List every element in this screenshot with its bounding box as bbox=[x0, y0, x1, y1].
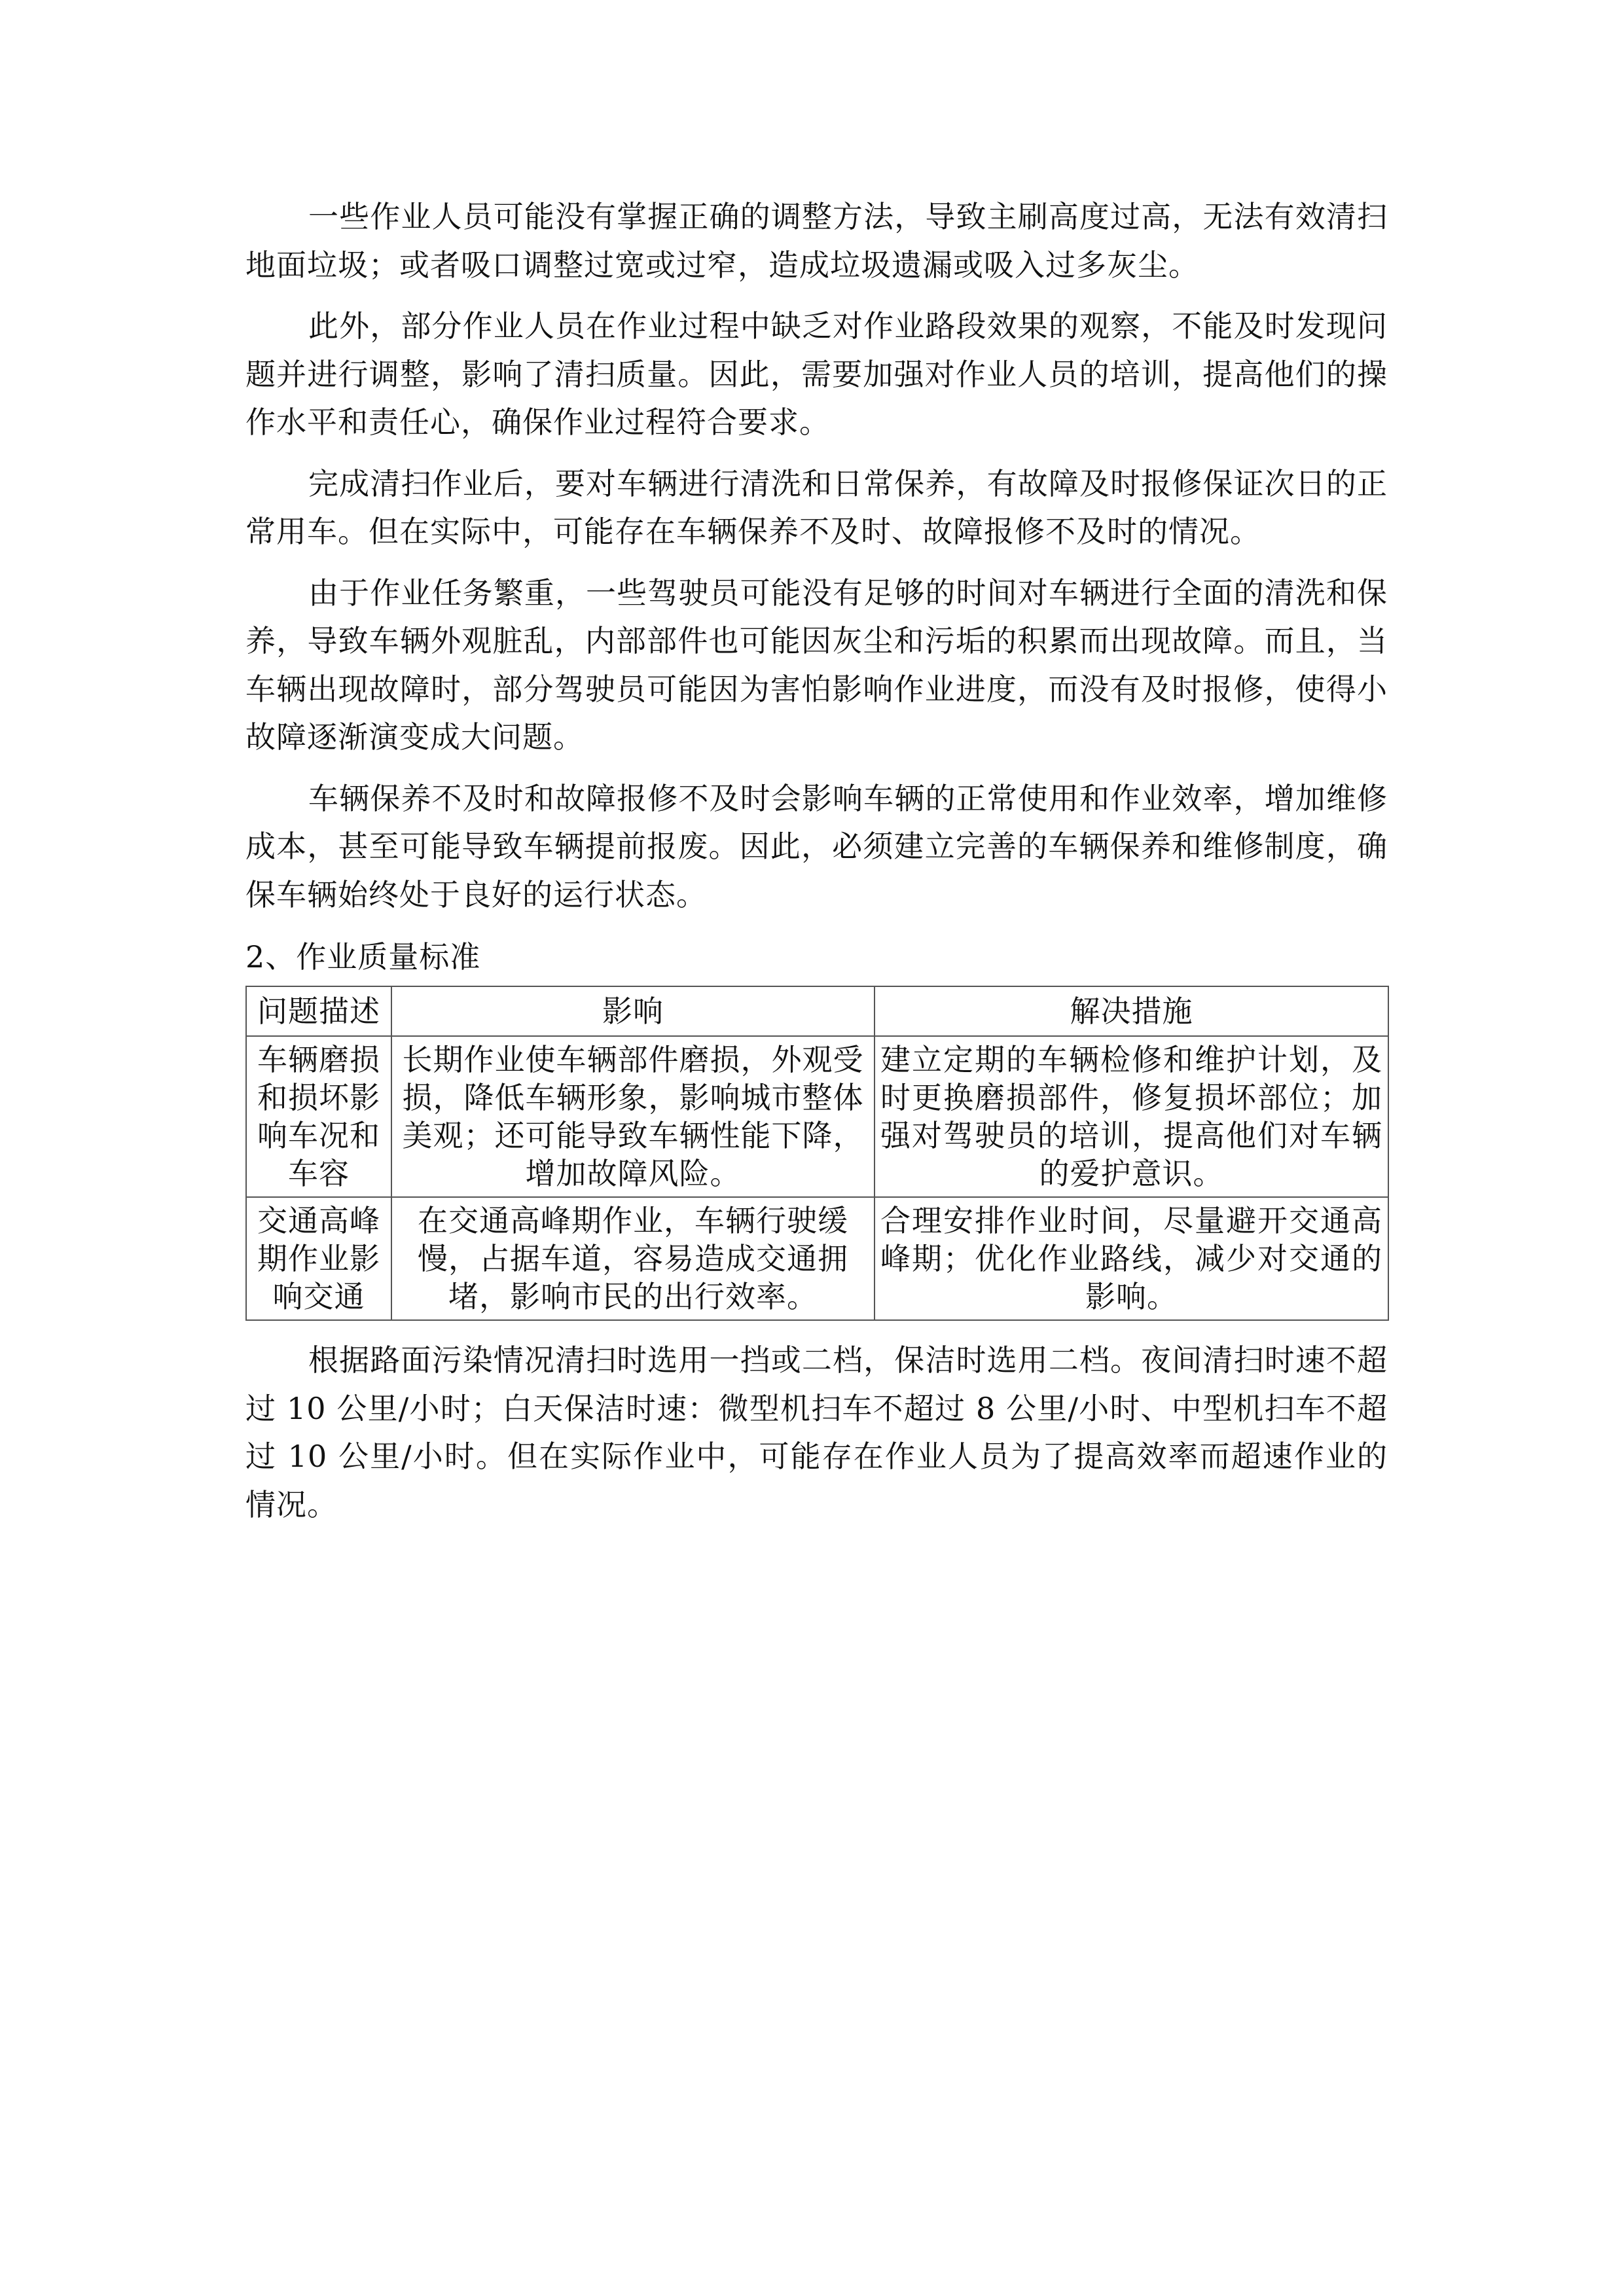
paragraph: 一些作业人员可能没有掌握正确的调整方法，导致主刷高度过高，无法有效清扫地面垃圾；或者吸口调整过宽或过窄，造成垃圾遗漏或吸入过多灰尘。 bbox=[245, 199, 1388, 283]
quality-standard-table bbox=[245, 986, 1389, 1321]
header-problem: 问题描述 bbox=[246, 986, 391, 1036]
header-impact: 影响 bbox=[391, 986, 875, 1036]
table-row bbox=[246, 1036, 1388, 1197]
cell-problem: 交通高峰期作业影响交通 bbox=[246, 1197, 391, 1320]
paragraph: 完成清扫作业后，要对车辆进行清洗和日常保养，有故障及时报修保证次日的正常用车。但在实际中，可能存在车辆保养不及时、故障报修不及时的情况。 bbox=[245, 465, 1388, 549]
cell-solution: 建立定期的车辆检修和维护计划，及时更换磨损部件，修复损坏部位；加强对驾驶员的培训，提高他们对车辆的爱护意识。 bbox=[875, 1036, 1388, 1197]
table-header-row bbox=[246, 986, 1388, 1036]
header-solution: 解决措施 bbox=[875, 986, 1388, 1036]
paragraph: 根据路面污染情况清扫时选用一挡或二档，保洁时选用二档。夜间清扫时速不超过 10 公里/小时；白天保洁时速：微型机扫车不超过 8 公里/小时、中型机扫车不超过 10 公里/小时。但在实际作业中，可能存在作业人员为了提高效率而超速作业的情况。 bbox=[245, 1342, 1388, 1522]
cell-impact: 在交通高峰期作业，车辆行驶缓慢，占据车道，容易造成交通拥堵，影响市民的出行效率。 bbox=[391, 1197, 875, 1320]
section-heading: 2、作业质量标准 bbox=[245, 939, 481, 975]
cell-solution: 合理安排作业时间，尽量避开交通高峰期；优化作业路线，减少对交通的影响。 bbox=[875, 1197, 1388, 1320]
paragraph: 车辆保养不及时和故障报修不及时会影响车辆的正常使用和作业效率，增加维修成本，甚至可能导致车辆提前报废。因此，必须建立完善的车辆保养和维修制度，确保车辆始终处于良好的运行状态。 bbox=[245, 780, 1388, 912]
cell-problem: 车辆磨损和损坏影响车况和车容 bbox=[246, 1036, 391, 1197]
table-row bbox=[246, 1197, 1388, 1320]
paragraph: 此外，部分作业人员在作业过程中缺乏对作业路段效果的观察，不能及时发现问题并进行调整，影响了清扫质量。因此，需要加强对作业人员的培训，提高他们的操作水平和责任心，确保作业过程符合要求。 bbox=[245, 308, 1388, 440]
cell-impact: 长期作业使车辆部件磨损，外观受损，降低车辆形象，影响城市整体美观；还可能导致车辆性能下降，增加故障风险。 bbox=[391, 1036, 875, 1197]
paragraph: 由于作业任务繁重，一些驾驶员可能没有足够的时间对车辆进行全面的清洗和保养，导致车辆外观脏乱，内部部件也可能因灰尘和污垢的积累而出现故障。而且，当车辆出现故障时，部分驾驶员可能因为害怕影响作业进度，而没有及时报修，使得小故障逐渐演变成大问题。 bbox=[245, 575, 1388, 755]
document-body bbox=[245, 193, 1388, 1542]
